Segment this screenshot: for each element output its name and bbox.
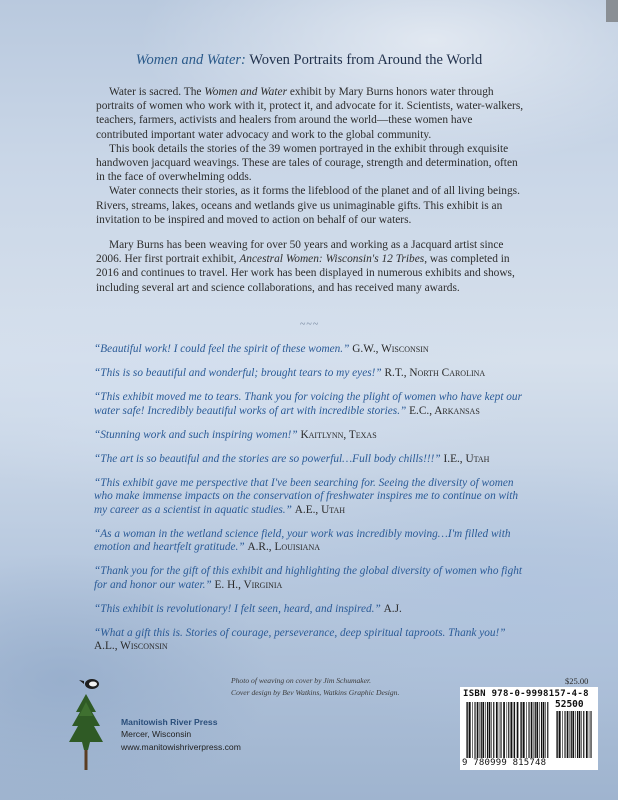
price-addon-number: 52500 (555, 699, 584, 710)
publisher-name: Manitowish River Press (121, 717, 218, 727)
testimonial-author: A.E., Utah (294, 503, 346, 516)
testimonial-text: “Beautiful work! I could feel the spirit of these women.” (94, 343, 350, 355)
description-text: Water is sacred. The (109, 86, 205, 98)
testimonial (94, 343, 530, 357)
testimonial-author: E. H., Virginia (214, 578, 283, 591)
testimonial (94, 367, 530, 381)
author-bio (96, 238, 526, 295)
description-text: exhibit by Mary Burns honors water through portraits of women who work with it, protect it, and advocate for it. Scientists, water-walkers, teachers, farmers, activists and healers from around the world—these women have contributed important water advocacy and work to the global community. (96, 86, 524, 141)
testimonials-list (94, 343, 530, 664)
testimonial (94, 528, 530, 555)
testimonial-author: Kaitlynn, Texas (300, 428, 377, 441)
addon-barcode-bars (556, 711, 594, 758)
testimonial-author: A.R., Louisiana (247, 541, 321, 554)
testimonial-text: “This is so beautiful and wonderful; brought tears to my eyes!” (94, 366, 382, 379)
testimonial-author: I.E., Utah (443, 452, 490, 465)
testimonial-text: “Stunning work and such inspiring women!” (94, 428, 298, 441)
testimonial (94, 565, 530, 592)
testimonial-text: “As a woman in the wetland science field, your work was incredibly moving…I'm filled with emotion and heartfelt gratitude.” (94, 527, 511, 554)
testimonial (94, 477, 530, 518)
description-paragraph-2: This book details the stories of the 39 women portrayed in the exhibit through exquisite handwoven jacquard weavings. These are tales of courage, strength and determination, often in the face of overwhelming odds. (96, 142, 518, 184)
testimonial-text: “Thank you for the gift of this exhibit and highlighting the global diversity of women who fight for and honor our water.” (94, 565, 523, 591)
previous-exhibit-name: Ancestral Women: Wisconsin's 12 Tribes (239, 253, 425, 266)
testimonial-author: R.T., North Carolina (384, 366, 486, 379)
testimonial-author: A.J. (383, 602, 402, 615)
exhibit-name: Women and Water (204, 86, 288, 98)
design-credit: Cover design by Bev Watkins, Watkins Graphic Design. (231, 687, 400, 697)
testimonial-text: “The art is so beautiful and the stories are so powerful…Full body chills!!!” (94, 452, 441, 465)
testimonial-author: A.L., Wisconsin (94, 640, 168, 653)
book-title (0, 52, 618, 69)
isbn-barcode (460, 687, 598, 770)
publisher-website[interactable]: www.manitowishriverpress.com (121, 741, 241, 752)
testimonial (94, 627, 530, 654)
publisher-location: Mercer, Wisconsin (121, 729, 192, 740)
cover-corner-mark (606, 0, 618, 22)
tree-loon-logo-icon (66, 672, 106, 772)
book-title-rest: Woven Portraits from Around the World (245, 52, 483, 68)
testimonial (94, 429, 530, 443)
testimonial-author: G.W., Wisconsin (352, 343, 429, 355)
ean-barcode-bars (466, 702, 550, 758)
section-separator: ~~~ (300, 319, 320, 330)
bio-text: Mary Burns has been weaving for over 50 years and working as a Jacquard artist since 2006. Her first portrait exhibit, (96, 239, 504, 266)
description-paragraph-1 (96, 85, 526, 142)
testimonial (94, 391, 530, 418)
book-title-emphasis: Women and Water: (135, 52, 246, 68)
testimonial (94, 453, 530, 467)
description-paragraph-3: Water connects their stories, as it forms the lifeblood of the planet and of all living beings. Rivers, streams, lakes, oceans and wetlands give us unimaginable gifts. This exhibit is an invitation to be inspired and moved to action on behalf of our waters. (96, 185, 520, 226)
testimonial-author: E.C., Arkansas (409, 404, 480, 417)
testimonial (94, 603, 530, 617)
testimonial-text: “This exhibit moved me to tears. Thank you for voicing the plight of women who have kept our water safe! Incredibly beautiful works of art with incredible stories.” (94, 390, 522, 417)
ean-number: 9 780999 815748 (462, 758, 547, 768)
book-description (96, 85, 526, 295)
bio-text: , was completed in 2016 and continues to travel. Her work has been displayed in numerous exhibits and shows, including several art and science collaborations, and has received many awards. (96, 253, 515, 294)
price-label: $25.00 (565, 676, 589, 686)
isbn-number: ISBN 978-0-9998157-4-8 (463, 689, 589, 699)
testimonial-text: “What a gift this is. Stories of courage, perseverance, deep spiritual taproots. Thank you!” (94, 626, 506, 639)
photo-credit: Photo of weaving on cover by Jim Schumaker. (231, 676, 372, 685)
publisher-info (121, 716, 241, 753)
testimonial-text: “This exhibit gave me perspective that I've been searching for. Seeing the diversity of women who make immense impacts on the conservation of freshwater inspires me to continue on with my career as a scientist in aquatic studies.” (94, 476, 518, 516)
testimonial-text: “This exhibit is revolutionary! I felt seen, heard, and inspired.” (94, 602, 381, 615)
cover-credits (231, 675, 399, 698)
